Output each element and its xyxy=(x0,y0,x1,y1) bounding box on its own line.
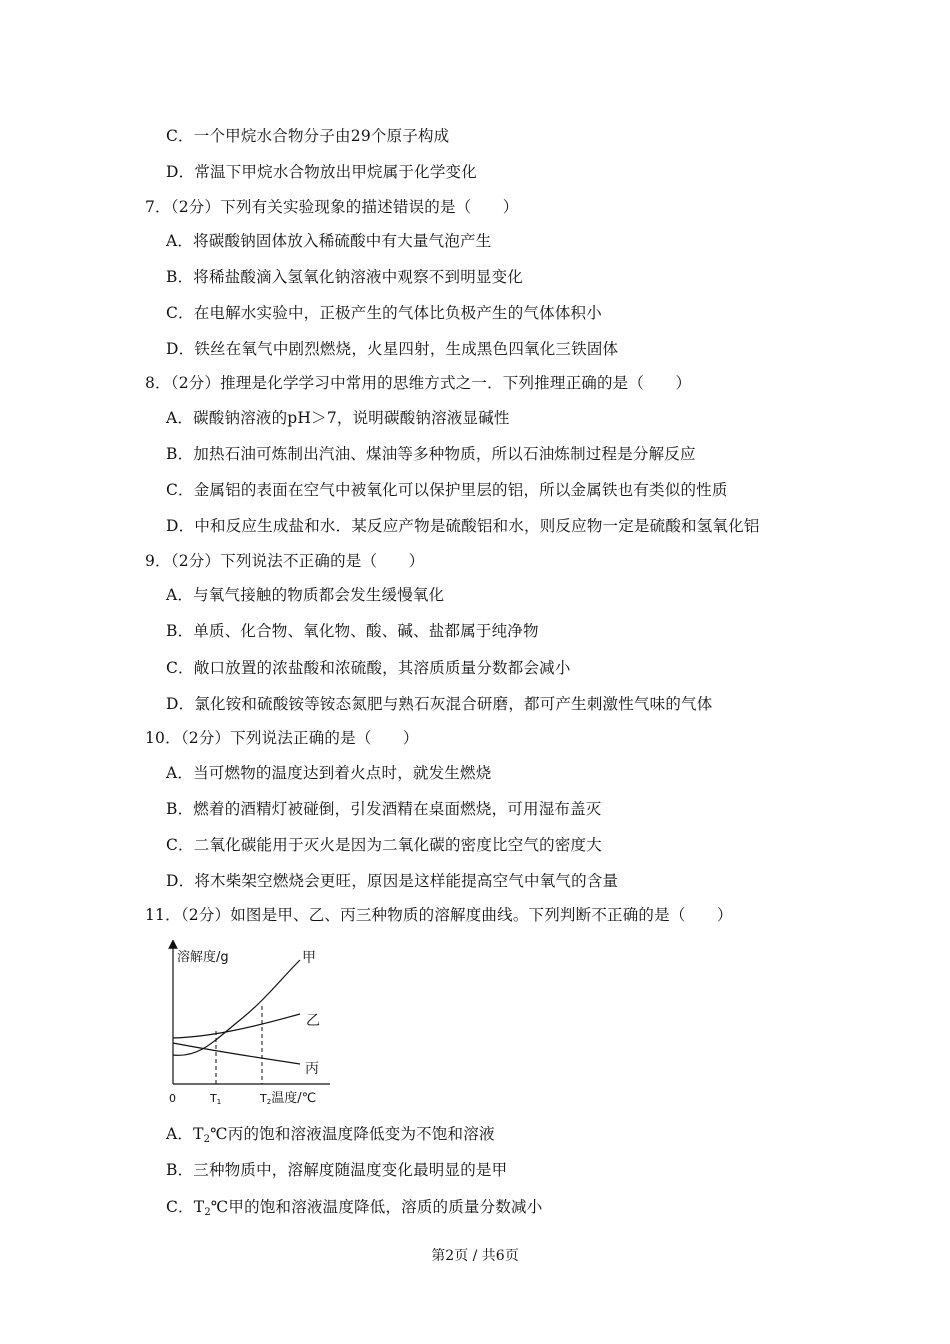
curve-jia xyxy=(173,960,300,1055)
line-15: C．敞口放置的浓盐酸和浓硫酸，其溶质质量分数都会减小 xyxy=(166,659,571,677)
line-1: D．常温下甲烷水合物放出甲烷属于化学变化 xyxy=(166,163,477,181)
question-8: 8．（2分）推理是化学学习中常用的思维方式之一．下列推理正确的是（ ） xyxy=(145,374,692,392)
line-13: A．与氧气接触的物质都会发生缓慢氧化 xyxy=(166,586,445,604)
t2-label: T2温度/℃ xyxy=(260,1091,317,1106)
question-7: 7．（2分）下列有关实验现象的描述错误的是（ ） xyxy=(145,198,519,216)
solubility-curve-figure xyxy=(160,940,340,1110)
t1-label: T1 xyxy=(210,1092,222,1106)
curve-yi xyxy=(173,1014,300,1038)
line-20: C．二氧化碳能用于灭火是因为二氧化碳的密度比空气的密度大 xyxy=(166,836,602,854)
line-3: A．将碳酸钠固体放入稀硫酸中有大量气泡产生 xyxy=(166,232,492,250)
q11-option-c: C．$T_2℃$甲的饱和溶液温度降低，溶质的质量分数减小 xyxy=(166,1198,543,1218)
line-18: A．当可燃物的温度达到着火点时，就发生燃烧 xyxy=(166,764,492,782)
q11-option-b: B．三种物质中，溶解度随温度变化最明显的是甲 xyxy=(166,1161,508,1179)
line-6: D．铁丝在氧气中剧烈燃烧，火星四射，生成黑色四氧化三铁固体 xyxy=(166,340,619,358)
y-axis-label: 溶解度/g xyxy=(177,950,229,965)
line-14: B．单质、化合物、氧化物、酸、碱、盐都属于纯净物 xyxy=(166,622,539,640)
question-10: 10．（2分）下列说法正确的是（ ） xyxy=(145,729,419,747)
page-footer: 第2页 / 共6页 xyxy=(431,1248,519,1264)
line-5: C．在电解水实验中，正极产生的气体比负极产生的气体体积小 xyxy=(166,304,602,322)
line-16: D．氯化铵和硫酸铵等铵态氮肥与熟石灰混合研磨，都可产生刺激性气味的气体 xyxy=(166,695,713,713)
origin-label: 0 xyxy=(169,1092,176,1105)
line-11: D．中和反应生成盐和水．某反应产物是硫酸铝和水，则反应物一定是硫酸和氢氧化铝 xyxy=(166,517,760,535)
line-21: D．将木柴架空燃烧会更旺，原因是这样能提高空气中氧气的含量 xyxy=(166,872,619,890)
q11-option-a: A．$T_2℃$丙的饱和溶液温度降低变为不饱和溶液 xyxy=(166,1125,495,1145)
line-8: A．碳酸钠溶液的pH＞7，说明碳酸钠溶液显碱性 xyxy=(166,409,510,427)
line-0: C．一个甲烷水合物分子由29个原子构成 xyxy=(166,127,450,145)
line-9: B．加热石油可炼制出汽油、煤油等多种物质，所以石油炼制过程是分解反应 xyxy=(166,445,696,463)
question-9: 9．（2分）下列说法不正确的是（ ） xyxy=(145,552,425,570)
question-11: 11．（2分）如图是甲、乙、丙三种物质的溶解度曲线。下列判断不正确的是（ ） xyxy=(145,906,733,924)
curve-label-jia: 甲 xyxy=(302,950,316,966)
line-10: C．金属铝的表面在空气中被氧化可以保护里层的铝，所以金属铁也有类似的性质 xyxy=(166,481,728,499)
line-19: B．燃着的酒精灯被碰倒，引发酒精在桌面燃烧，可用湿布盖灭 xyxy=(166,800,602,818)
curve-label-yi: 乙 xyxy=(306,1013,320,1029)
curve-label-bing: 丙 xyxy=(305,1061,319,1077)
line-4: B．将稀盐酸滴入氢氧化钠溶液中观察不到明显变化 xyxy=(166,268,523,286)
